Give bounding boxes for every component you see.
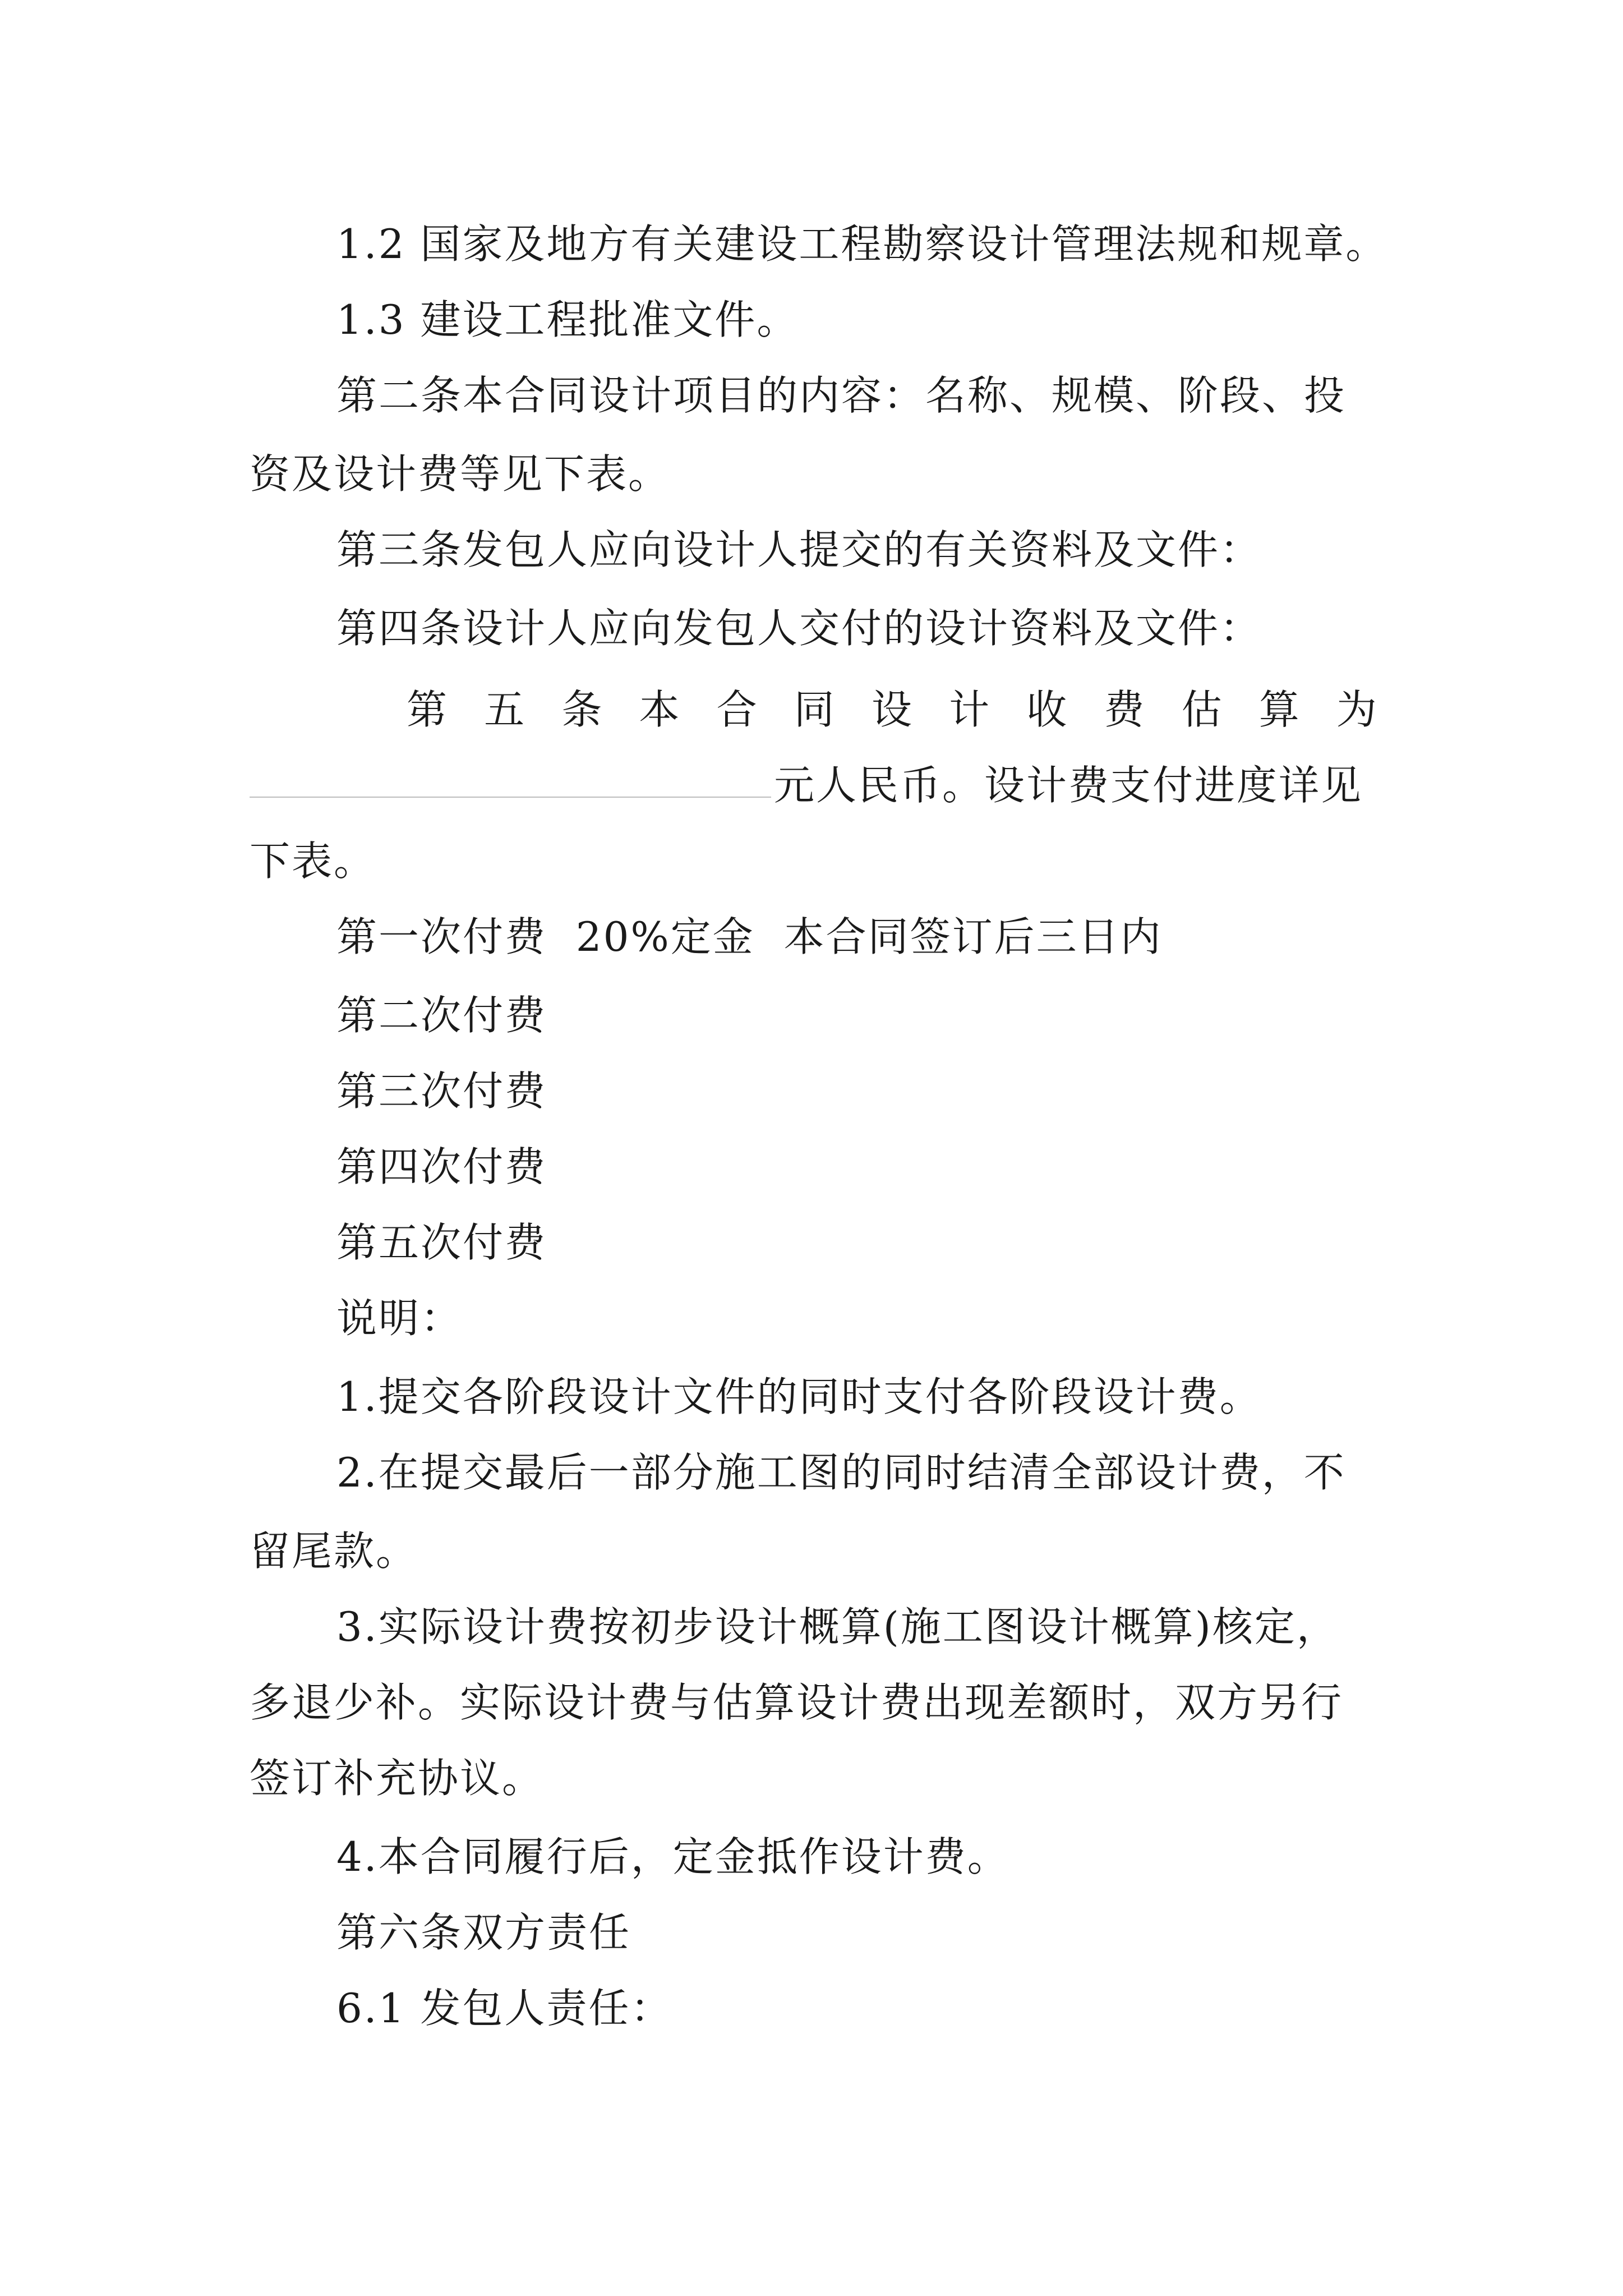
article-6: 第六条双方责任 (336, 1909, 631, 1956)
article-5-char: 条 (561, 686, 602, 733)
clause-1-2: 1.2 国家及地方有关建设工程勘察设计管理法规和规章。 (336, 220, 1388, 268)
payment-4: 第四次付费 (336, 1143, 547, 1190)
article-5-char: 同 (794, 686, 834, 733)
article-5-char: 为 (1336, 686, 1377, 733)
payment-2: 第二次付费 (336, 992, 547, 1039)
article-4: 第四条设计人应向发包人交付的设计资料及文件： (336, 605, 1262, 652)
note-3-line-2: 多退少补。实际设计费与估算设计费出现差额时，双方另行 (250, 1679, 1344, 1726)
article-5-char: 估 (1181, 686, 1222, 733)
article-5-char: 本 (639, 686, 680, 733)
note-1: 1.提交各阶段设计文件的同时支付各阶段设计费。 (336, 1373, 1262, 1420)
article-3: 第三条发包人应向设计人提交的有关资料及文件： (336, 526, 1262, 573)
article-5-char: 费 (1104, 686, 1145, 733)
note-4: 4.本合同履行后，定金抵作设计费。 (336, 1833, 1009, 1880)
article-5-char: 设 (871, 686, 912, 733)
article-5-char: 第 (407, 686, 448, 733)
payment-1: 第一次付费 20%定金 本合同签订后三日内 (336, 913, 1163, 960)
note-2-line-2: 留尾款。 (250, 1527, 418, 1575)
note-3-line-1: 3.实际设计费按初步设计概算(施工图设计概算)核定， (336, 1603, 1339, 1650)
article-5-line-3: 下表。 (250, 838, 376, 885)
payment-5: 第五次付费 (336, 1219, 547, 1266)
article-5-char: 五 (484, 686, 525, 733)
article-5-line-2: 元人民币。设计费支付进度详见 (774, 762, 1363, 809)
article-2-line-2: 资及设计费等见下表。 (250, 450, 671, 498)
clause-1-3: 1.3 建设工程批准文件。 (336, 296, 799, 343)
fee-amount-blank (250, 797, 771, 798)
note-3-line-3: 签订补充协议。 (250, 1755, 545, 1802)
note-2-line-1: 2.在提交最后一部分施工图的同时结清全部设计费，不 (336, 1449, 1346, 1496)
article-2-line-1: 第二条本合同设计项目的内容：名称、规模、阶段、投 (336, 372, 1347, 419)
clause-6-1: 6.1 发包人责任： (336, 1985, 673, 2032)
article-5-char: 收 (1026, 686, 1067, 733)
article-5-char: 合 (716, 686, 757, 733)
payment-3: 第三次付费 (336, 1068, 547, 1115)
article-5-char: 算 (1258, 686, 1299, 733)
article-5-line-1 (407, 682, 1377, 738)
article-5-char: 计 (949, 686, 990, 733)
notes-title: 说明： (336, 1295, 463, 1342)
